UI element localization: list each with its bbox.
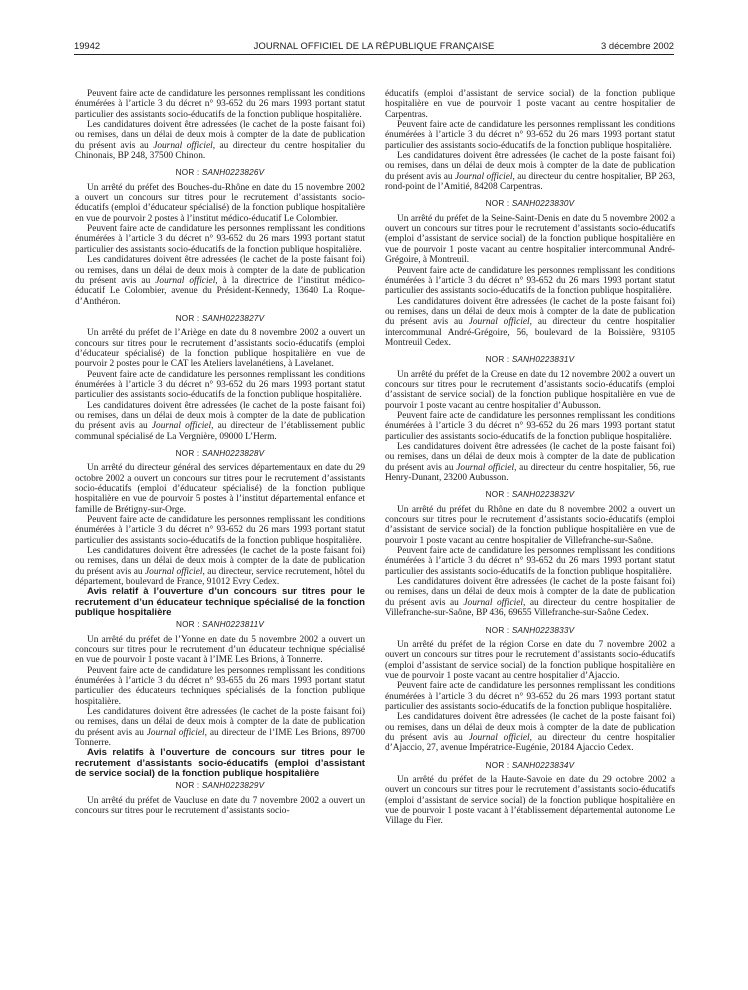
journal-name: Journal officiel <box>463 597 523 608</box>
paragraph: Peuvent faire acte de candidature les personnes remplissant les conditions énumérées à l’article 3 du décret n° 93-652 du 26 mars 1993 portant statut particulier des assistants socio-éducatifs de la fonction publique hospitalière. <box>385 681 675 712</box>
paragraph: Un arrêté du préfet des Bouches-du-Rhône en date du 15 novembre 2002 a ouvert un concours sur titres pour le recrutement d’assistants socio-éducatifs (emploi d’éducateur spécialisé) de la fonction publique hospitalière en vue de pourvoir 2 postes à l’institut médico-éducatif Le Colombier. <box>75 182 365 224</box>
paragraph: Les candidatures doivent être adressées (le cachet de la poste faisant foi) ou remises, dans un délai de deux mois à compter de la date de publication du présent avis au Journal officiel, au directeur du centre hospitalier du Chinonais, BP 248, 37500 Chinon. <box>75 120 365 162</box>
page-number: 19942 <box>74 40 101 51</box>
section-heading: Avis relatifs à l’ouverture de concours sur titres pour le recrutement d’assistants socio-éducatifs (emploi d’assistant de service social) de la fonction publique hospitalière <box>75 747 365 780</box>
nor-reference: NOR : SANH0223811V <box>175 620 265 630</box>
journal-name: Journal officiel <box>145 566 203 577</box>
paragraph: Les candidatures doivent être adressées (le cachet de la poste faisant foi) ou remises, dans un délai de deux mois à compter de la date de publication du présent avis au Journal officiel, au directeur du centre hospitalier, BP 263, rond-point de l’Amitié, 84208 Carpentras. <box>385 151 675 193</box>
right-column <box>385 89 675 827</box>
paragraph: Un arrêté du préfet de Vaucluse en date du 7 novembre 2002 a ouvert un concours sur titres pour le recrutement d’assistants socio- <box>75 795 365 817</box>
nor-reference: NOR : SANH0223833V <box>485 625 575 635</box>
paragraph: Un arrêté du directeur général des services départementaux en date du 29 octobre 2002 a ouvert un concours sur titres pour le recrutement d’assistants socio-éducatifs (emploi d’éducateur spécialisé) de la fonction publique hospitalière en vue de pourvoir 5 postes à l’institut départemental enfance et famille de Brétigny-sur-Orge. <box>75 463 365 515</box>
paragraph: Un arrêté du préfet du Rhône en date du 8 novembre 2002 a ouvert un concours sur titres pour le recrutement d’assistants socio-éducatifs (emploi d’assistant de service social) de la fonction publique hospitalière en vue de pourvoir 1 poste vacant au centre hospitalier de Villefranche-sur-Saône. <box>385 504 675 546</box>
journal-name: Journal officiel <box>151 421 212 432</box>
paragraph: Peuvent faire acte de candidature les personnes remplissant les conditions énumérées à l’article 3 du décret n° 93-652 du 26 mars 1993 portant statut particulier des assistants socio-éducatifs de la fonction publique hospitalière. <box>75 515 365 546</box>
nor-reference: NOR : SANH0223827V <box>175 313 265 323</box>
paragraph: Peuvent faire acte de candidature les personnes remplissant les conditions énumérées à l’article 3 du décret n° 93-652 du 26 mars 1993 portant statut particulier des assistants socio-éducatifs de la fonction publique hospitalière. <box>385 546 675 577</box>
journal-name: Journal officiel <box>155 275 216 286</box>
paragraph: Peuvent faire acte de candidature les personnes remplissant les conditions énumérées à l’article 3 du décret n° 93-652 du 26 mars 1993 portant statut particulier des assistants socio-éducatifs de la fonction publique hospitalière. <box>385 265 675 297</box>
paragraph: Peuvent faire acte de candidature les personnes remplissant les conditions énumérées à l’article 3 du décret n° 93-652 du 26 mars 1993 portant statut particulier des assistants socio-éducatifs de la fonction publique hospitalière. <box>75 369 365 401</box>
journal-name: Journal officiel <box>468 732 530 743</box>
paragraph: Les candidatures doivent être adressées (le cachet de la poste faisant foi) ou remises, dans un délai de deux mois à compter de la date de publication du présent avis au Journal officiel, à la directrice de l’institut médico-éducatif Le Colombier, avenue du Président-Kennedy, 13640 La Roque-d’Anthéron. <box>75 255 365 307</box>
paragraph: Un arrêté du préfet de l’Ariège en date du 8 novembre 2002 a ouvert un concours sur titres pour le recrutement d’assistants socio-éducatifs (emploi d’éducateur spécialisé) de la fonction publique hospitalière en vue de pourvoir 2 postes pour le CAT les Ateliers lavelanétiens, à Lavelanet. <box>75 328 365 370</box>
paragraph: Un arrêté du préfet de la région Corse en date du 7 novembre 2002 a ouvert un concours sur titres pour le recrutement d’assistants socio-éducatifs (emploi d’assistant de service social) de la fonction publique hospitalière en vue de pourvoir 1 poste vacant au centre hospitalier d’Ajaccio. <box>385 639 675 681</box>
paragraph: Peuvent faire acte de candidature les personnes remplissant les conditions énumérées à l’article 3 du décret n° 93-652 du 26 mars 1993 portant statut particulier des assistants socio-éducatifs de la fonction publique hospitalière. <box>385 120 675 151</box>
journal-name: Journal officiel <box>468 317 530 328</box>
paragraph: Peuvent faire acte de candidature les personnes remplissant les conditions énumérées à l’article 3 du décret n° 93-652 du 26 mars 1993 portant statut particulier des assistants socio-éducatifs de la fonction publique hospitalière. <box>385 410 675 442</box>
paragraph: Les candidatures doivent être adressées (le cachet de la poste faisant foi) ou remises, dans un délai de deux mois à compter de la date de publication du présent avis au Journal officiel, au directeur du centre hospitalier d’Ajaccio, 27, avenue Impératrice-Eugénie, 20184 Ajaccio Cedex. <box>385 712 675 754</box>
left-column <box>75 89 365 816</box>
nor-reference: NOR : SANH0223831V <box>485 355 575 365</box>
journal-name: Journal officiel <box>146 727 205 738</box>
issue-date: 3 décembre 2002 <box>601 40 674 51</box>
nor-reference: NOR : SANH0223834V <box>485 760 575 770</box>
nor-reference: NOR : SANH0223832V <box>485 490 575 500</box>
paragraph: Peuvent faire acte de candidature les personnes remplissant les conditions énumérées à l’article 3 du décret n° 93-655 du 26 mars 1993 portant statut particulier des éducateurs techniques spécialisés de la fonction publique hospitalière. <box>75 665 365 707</box>
paragraph: Les candidatures doivent être adressées (le cachet de la poste faisant foi) ou remises, dans un délai de deux mois à compter de la date de publication du présent avis au Journal officiel, au directeur du centre hospitalier intercommunal André-Grégoire, 56, boulevard de la Boissière, 93105 Montreuil Cedex. <box>385 296 675 348</box>
paragraph: Les candidatures doivent être adressées (le cachet de la poste faisant foi) ou remises, dans un délai de deux mois à compter de la date de publication du présent avis au Journal officiel, au directeur du centre hospitalier de Villefranche-sur-Saône, BP 436, 69655 Villefranche-sur-Saône Cedex. <box>385 577 675 619</box>
paragraph: Peuvent faire acte de candidature les personnes remplissant les conditions énumérées à l’article 3 du décret n° 93-652 du 26 mars 1993 portant statut particulier des assistants socio-éducatifs de la fonction publique hospitalière. <box>75 224 365 255</box>
nor-reference: NOR : SANH0223828V <box>175 449 265 458</box>
paragraph: Un arrêté du préfet de la Creuse en date du 12 novembre 2002 a ouvert un concours sur titres pour le recrutement d’assistants socio-éducatifs (emploi d’assistant de service social) de la fonction publique hospitalière en vue de pourvoir 1 poste vacant au centre hospitalier d’Aubusson. <box>385 369 675 411</box>
paragraph: Un arrêté du préfet de la Haute-Savoie en date du 29 octobre 2002 a ouvert un concours sur titres pour le recrutement d’assistants socio-éducatifs (emploi d’assistant de service social) de la fonction publique hospitalière en vue de pourvoir 1 poste vacant à l’établissement départemental autonome Le Village du Fier. <box>385 774 675 827</box>
paragraph: Les candidatures doivent être adressées (le cachet de la poste faisant foi) ou remises, dans un délai de deux mois à compter de la date de publication du présent avis au Journal officiel, au directeur de l’établissement public communal spécialisé de La Vergnière, 09000 L’Herm. <box>75 400 365 442</box>
nor-reference: NOR : SANH0223826V <box>175 168 265 178</box>
paragraph: Un arrêté du préfet de la Seine-Saint-Denis en date du 5 novembre 2002 a ouvert un concours sur titres pour le recrutement d’assistants socio-éducatifs (emploi d’assistant de service social) de la fonction publique hospitalière en vue de pourvoir 1 poste vacant au centre hospitalier intercommunal André-Grégoire, à Montreuil. <box>385 213 675 266</box>
header-rule <box>74 54 674 55</box>
paragraph: Les candidatures doivent être adressées (le cachet de la poste faisant foi) ou remises, dans un délai de deux mois à compter de la date de publication du présent avis au Journal officiel, au directeur du centre hospitalier, 56, rue Henry-Dunant, 23200 Aubusson. <box>385 442 675 484</box>
journal-name: Journal officiel <box>153 140 213 151</box>
journal-title: JOURNAL OFFICIEL DE LA RÉPUBLIQUE FRANÇAISE <box>253 40 495 51</box>
journal-name: Journal officiel <box>456 462 515 473</box>
section-heading: Avis relatif à l’ouverture d’un concours sur titres pour le recrutement d’un éducateur technique spécialisé de la fonction publique hospitalière <box>75 586 365 619</box>
paragraph: éducatifs (emploi d’assistant de service social) de la fonction publique hospitalière en vue de pourvoir 1 poste vacant au centre hospitalier de Carpentras. <box>385 89 675 120</box>
paragraph: Les candidatures doivent être adressées (le cachet de la poste faisant foi) ou remises, dans un délai de deux mois à compter de la date de publication du présent avis au Journal officiel, au directeur de l’IME Les Brions, 89700 Tonnerre. <box>75 707 365 749</box>
nor-reference: NOR : SANH0223830V <box>485 199 575 209</box>
paragraph: Un arrêté du préfet de l’Yonne en date du 5 novembre 2002 a ouvert un concours sur titres pour le recrutement d’un éducateur technique spécialisé en vue de pourvoir 1 poste vacant à l’IME Les Brions, à Tonnerre. <box>75 634 365 666</box>
paragraph: Peuvent faire acte de candidature les personnes remplissant les conditions énumérées à l’article 3 du décret n° 93-652 du 26 mars 1993 portant statut particulier des assistants socio-éducatifs de la fonction publique hospitalière. <box>75 89 365 120</box>
journal-name: Journal officiel <box>455 171 513 182</box>
nor-reference: NOR : SANH0223829V <box>175 781 265 791</box>
paragraph: Les candidatures doivent être adressées (le cachet de la poste faisant foi) ou remises, dans un délai de deux mois à compter de la date de publication du présent avis au Journal officiel, au directeur, service recrutement, hôtel du département, boulevard de France, 91012 Evry Cedex. <box>75 546 365 588</box>
